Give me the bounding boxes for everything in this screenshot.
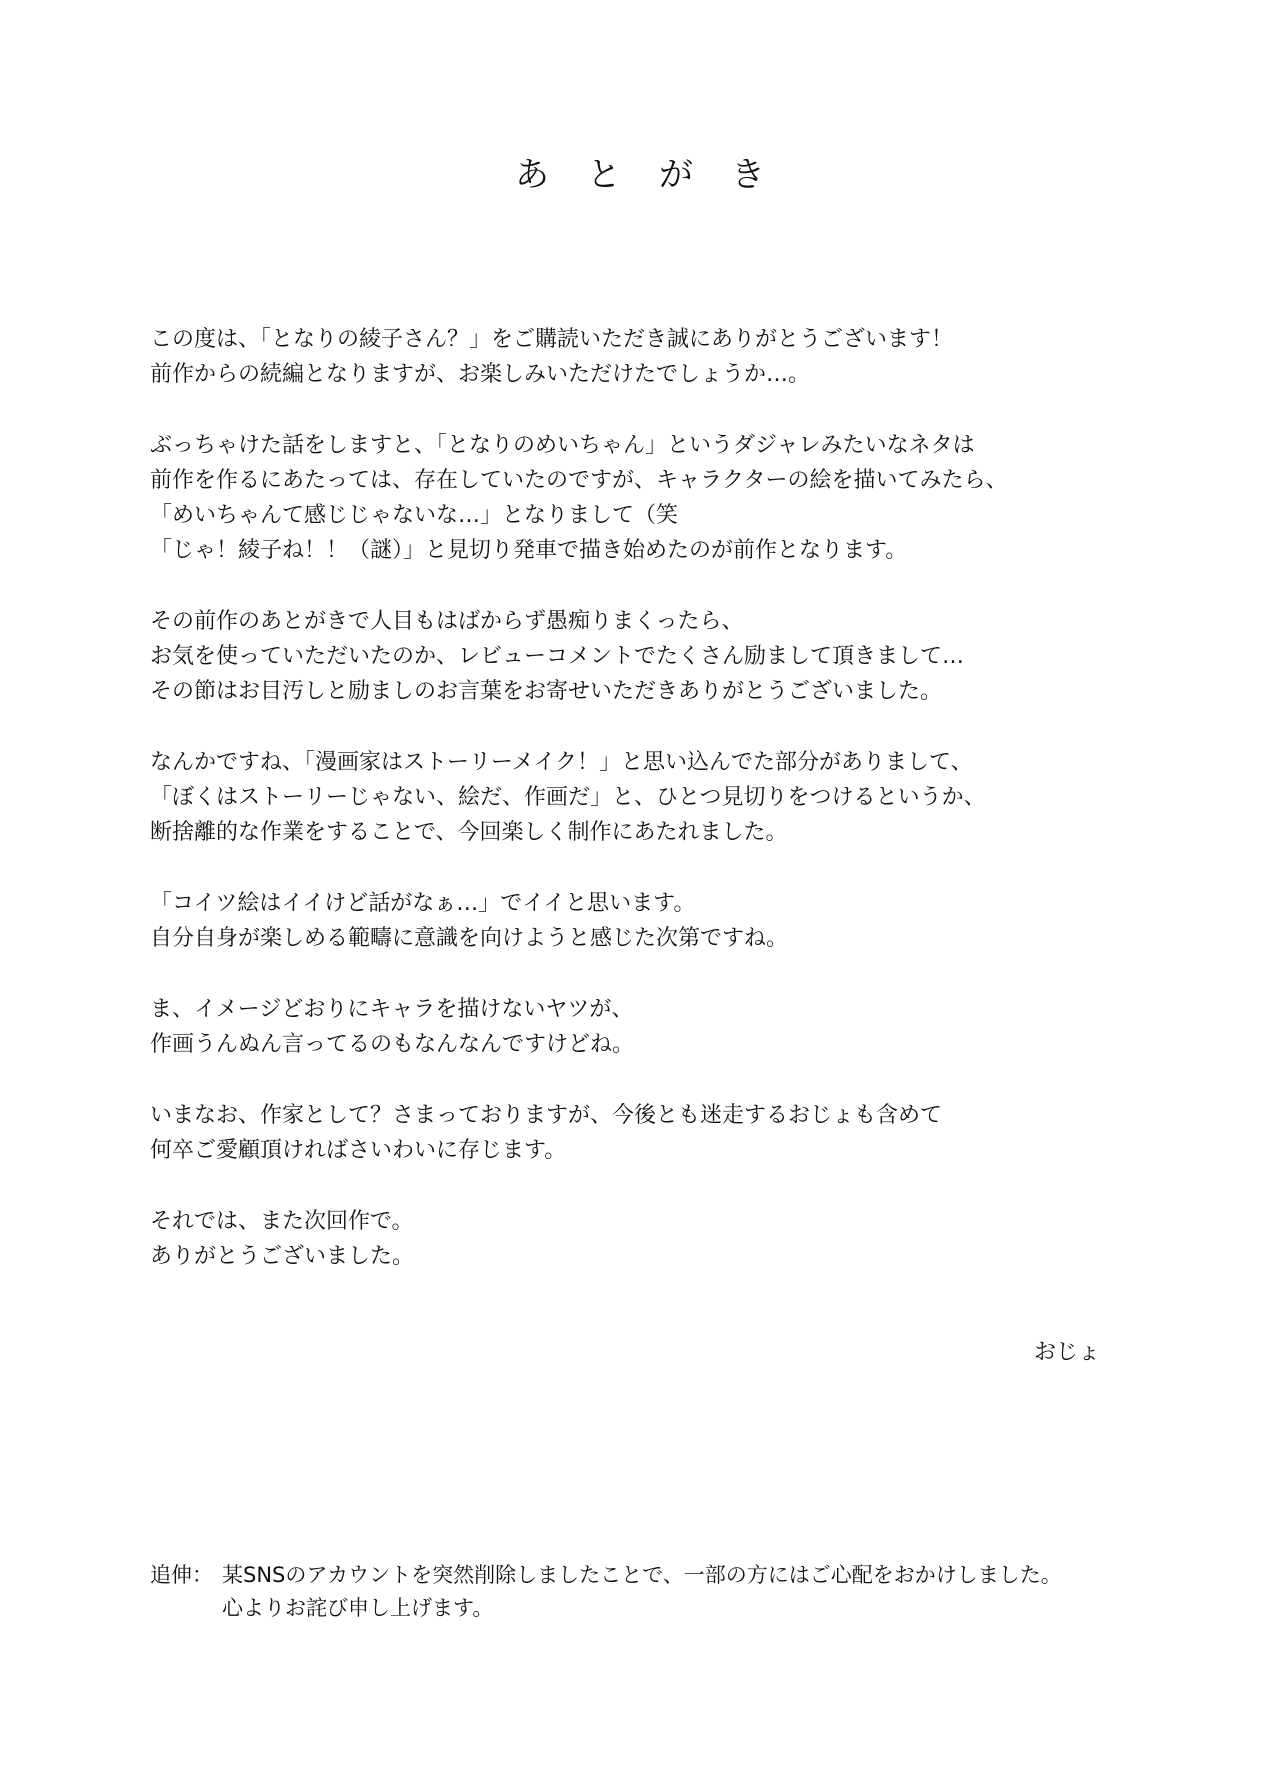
- text-line: その節はお目汚しと励ましのお言葉をお寄せいただきありがとうございました。: [150, 679, 943, 704]
- text-line: 何卒ご愛顧頂ければさいわいに存じます。: [150, 1138, 567, 1163]
- author-signature: おじょ: [1033, 1340, 1100, 1365]
- text-line: なんかですね、「漫画家はストーリーメイク！」と思い込んでた部分がありまして、: [150, 750, 973, 775]
- text-line: お気を使っていただいたのか、レビューコメントでたくさん励まして頂きまして…: [150, 644, 965, 669]
- paragraph-8: [150, 1204, 1160, 1274]
- postscript-label: 追伸：: [150, 1563, 213, 1587]
- page-title: あとがき: [515, 155, 803, 195]
- paragraph-2: [150, 428, 1160, 568]
- text-line: 自分自身が楽しめる範疇に意識を向けようと感じた次第ですね。: [150, 926, 789, 951]
- paragraph-6: [150, 992, 1160, 1062]
- paragraph-7: [150, 1098, 1160, 1168]
- postscript-line: 心よりお詫び申し上げます。: [222, 1596, 494, 1620]
- text-line: 前作を作るにあたっては、存在していたのですが、キャラクターの絵を描いてみたら、: [150, 468, 1008, 493]
- text-line: 作画うんぬん言ってるのもなんなんですけどね。: [150, 1032, 635, 1057]
- text-line: 「めいちゃんて感じじゃないな…」となりまして（笑: [150, 503, 679, 528]
- text-line: ま、イメージどおりにキャラを描けないヤツが、: [150, 997, 634, 1022]
- postscript-indent: [150, 1592, 222, 1625]
- text-line: この度は、「となりの綾子さん？」をご購読いただき誠にありがとうございます！: [150, 327, 954, 352]
- paragraph-3: [150, 604, 1160, 709]
- afterword-body: [150, 322, 1160, 1310]
- text-line: 「ぼくはストーリーじゃない、絵だ、作画だ」と、ひとつ見切りをつけるというか、: [150, 785, 986, 810]
- text-line: 前作からの続編となりますが、お楽しみいただけたでしょうか…。: [150, 362, 811, 387]
- paragraph-5: [150, 886, 1160, 956]
- postscript-row: [150, 1592, 1170, 1625]
- text-line: 「コイツ絵はイイけど話がなぁ…」でイイと思います。: [150, 891, 696, 916]
- postscript: [150, 1559, 1170, 1625]
- text-line: 断捨離的な作業をすることで、今回楽しく制作にあたれました。: [150, 820, 788, 845]
- text-line: ぶっちゃけた話をしますと、「となりのめいちゃん」というダジャレみたいなネタは: [150, 433, 975, 458]
- paragraph-4: [150, 745, 1160, 850]
- postscript-row: [150, 1559, 1170, 1592]
- text-line: いまなお、作家として？さまっておりますが、今後とも迷走するおじょも含めて: [150, 1103, 943, 1128]
- text-line: 「じゃ！綾子ね！！（謎）」と見切り発車で描き始めたのが前作となります。: [150, 538, 908, 563]
- text-line: それでは、また次回作で。: [150, 1209, 414, 1234]
- postscript-line: 某SNSのアカウントを突然削除しましたことで、一部の方にはご心配をおかけしました。: [222, 1563, 1062, 1587]
- paragraph-1: [150, 322, 1160, 392]
- text-line: ありがとうございました。: [150, 1244, 415, 1269]
- text-line: その前作のあとがきで人目もはばからず愚痴りまくったら、: [150, 609, 744, 634]
